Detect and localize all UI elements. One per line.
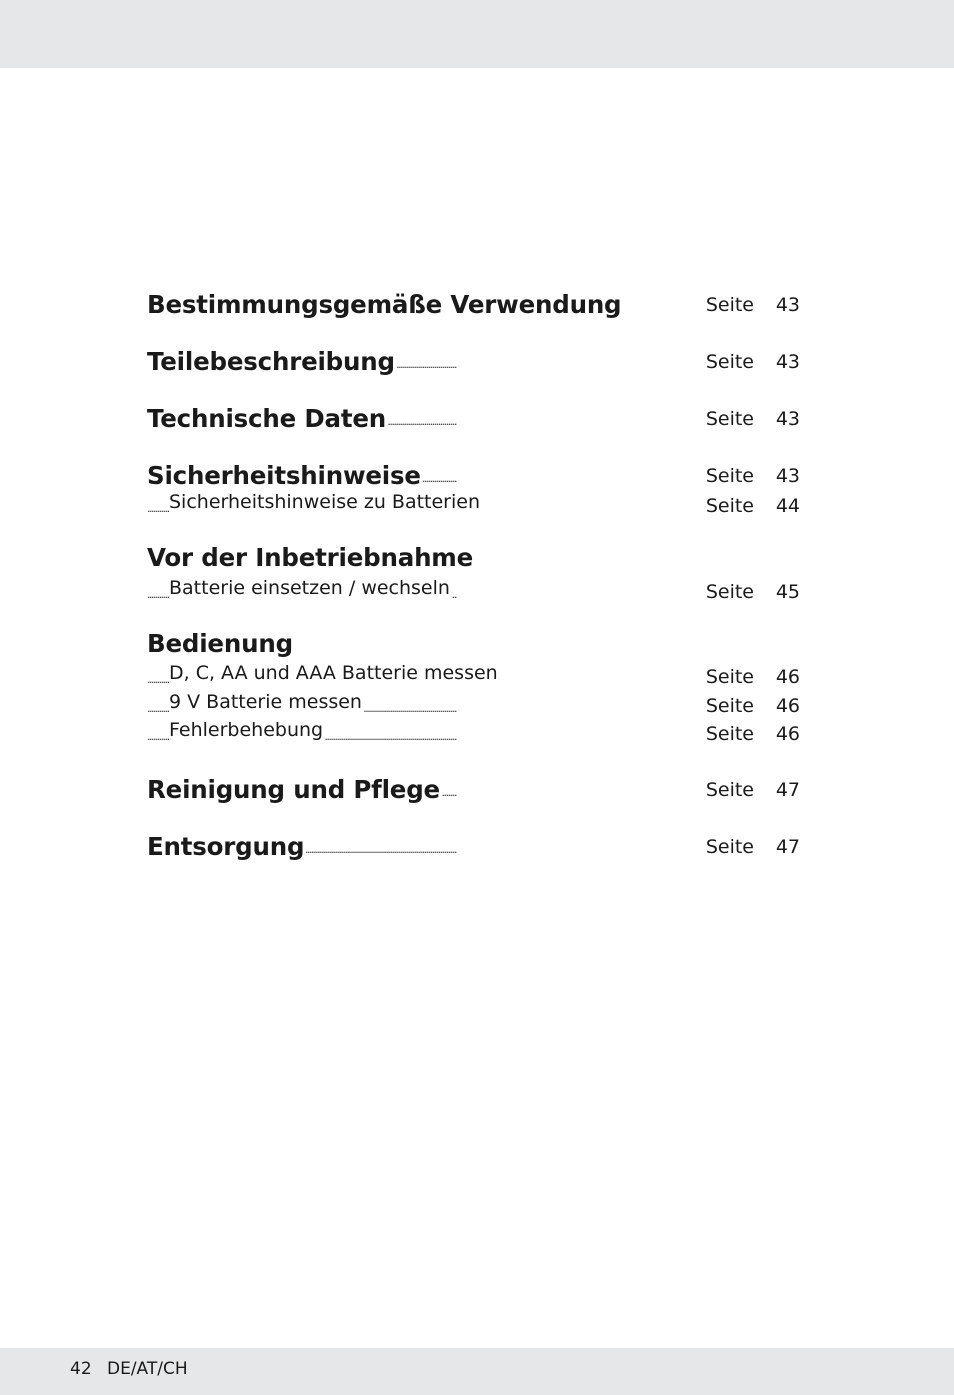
toc-page-number: 45	[775, 581, 800, 603]
toc-entry-teilebeschreibung[interactable]	[147, 347, 800, 377]
toc-page-number: 43	[775, 294, 800, 316]
toc-entry-batterie-einsetzen[interactable]	[147, 577, 800, 607]
toc-seite-label: Seite	[705, 465, 754, 487]
toc-entry-fehlerbehebung[interactable]	[147, 719, 800, 749]
toc-entry-title: Entsorgung	[147, 832, 305, 861]
toc-entry-title: Fehlerbehebung	[169, 719, 324, 741]
toc-entry-title: Technische Daten	[147, 404, 387, 433]
toc-seite-label: Seite	[705, 351, 754, 373]
footer-page-number: 42	[70, 1359, 92, 1379]
toc-page-number: 43	[775, 351, 800, 373]
toc-entry-technische-daten[interactable]	[147, 404, 800, 434]
toc-entry-title: Sicherheitshinweise zu Batterien	[169, 491, 480, 513]
toc-seite-label: Seite	[705, 495, 754, 517]
toc-seite-label: Seite	[705, 695, 754, 717]
toc-entry-title: 9 V Batterie messen	[169, 691, 362, 713]
toc-seite-label: Seite	[705, 408, 754, 430]
toc-entry-title: Batterie einsetzen / wechseln	[169, 577, 450, 599]
toc-page-number: 47	[775, 779, 800, 801]
toc-section-bedienung[interactable]: Bedienung	[147, 629, 293, 658]
toc-seite-label: Seite	[705, 836, 754, 858]
toc-entry-title: D, C, AA und AAA Batterie messen	[169, 662, 498, 684]
toc-entry-title: Reinigung und Pflege	[147, 775, 440, 804]
header-band	[0, 0, 954, 68]
toc-entry-sicherheitshinweise[interactable]	[147, 461, 800, 491]
toc-seite-label: Seite	[705, 581, 754, 603]
toc-seite-label: Seite	[705, 666, 754, 688]
toc-seite-label: Seite	[705, 294, 754, 316]
toc-page-number: 46	[775, 666, 800, 688]
toc-entry-sicherheitshinweise-batterien[interactable]	[147, 491, 800, 521]
toc-entry-bestimmungsgemaesse-verwendung[interactable]	[147, 290, 800, 320]
toc-entry-9v-batterie-messen[interactable]	[147, 691, 800, 721]
toc-seite-label: Seite	[705, 723, 754, 745]
toc-seite-label: Seite	[705, 779, 754, 801]
toc-page-number: 46	[775, 695, 800, 717]
toc-entry-d-c-aa-aaa-messen[interactable]	[147, 662, 800, 692]
footer-language-code: DE/AT/CH	[107, 1359, 188, 1379]
toc-page-number: 43	[775, 465, 800, 487]
toc-entry-title: Bestimmungsgemäße Verwendung	[147, 290, 622, 319]
toc-page-number: 44	[775, 495, 800, 517]
toc-section-vor-der-inbetriebnahme[interactable]: Vor der Inbetriebnahme	[147, 543, 474, 572]
toc-entry-entsorgung[interactable]	[147, 832, 800, 862]
toc-entry-reinigung-und-pflege[interactable]	[147, 775, 800, 805]
toc-page-number: 47	[775, 836, 800, 858]
toc-entry-title: Sicherheitshinweise	[147, 461, 421, 490]
toc-entry-title: Teilebeschreibung	[147, 347, 395, 376]
toc-page-number: 43	[775, 408, 800, 430]
toc-page-number: 46	[775, 723, 800, 745]
